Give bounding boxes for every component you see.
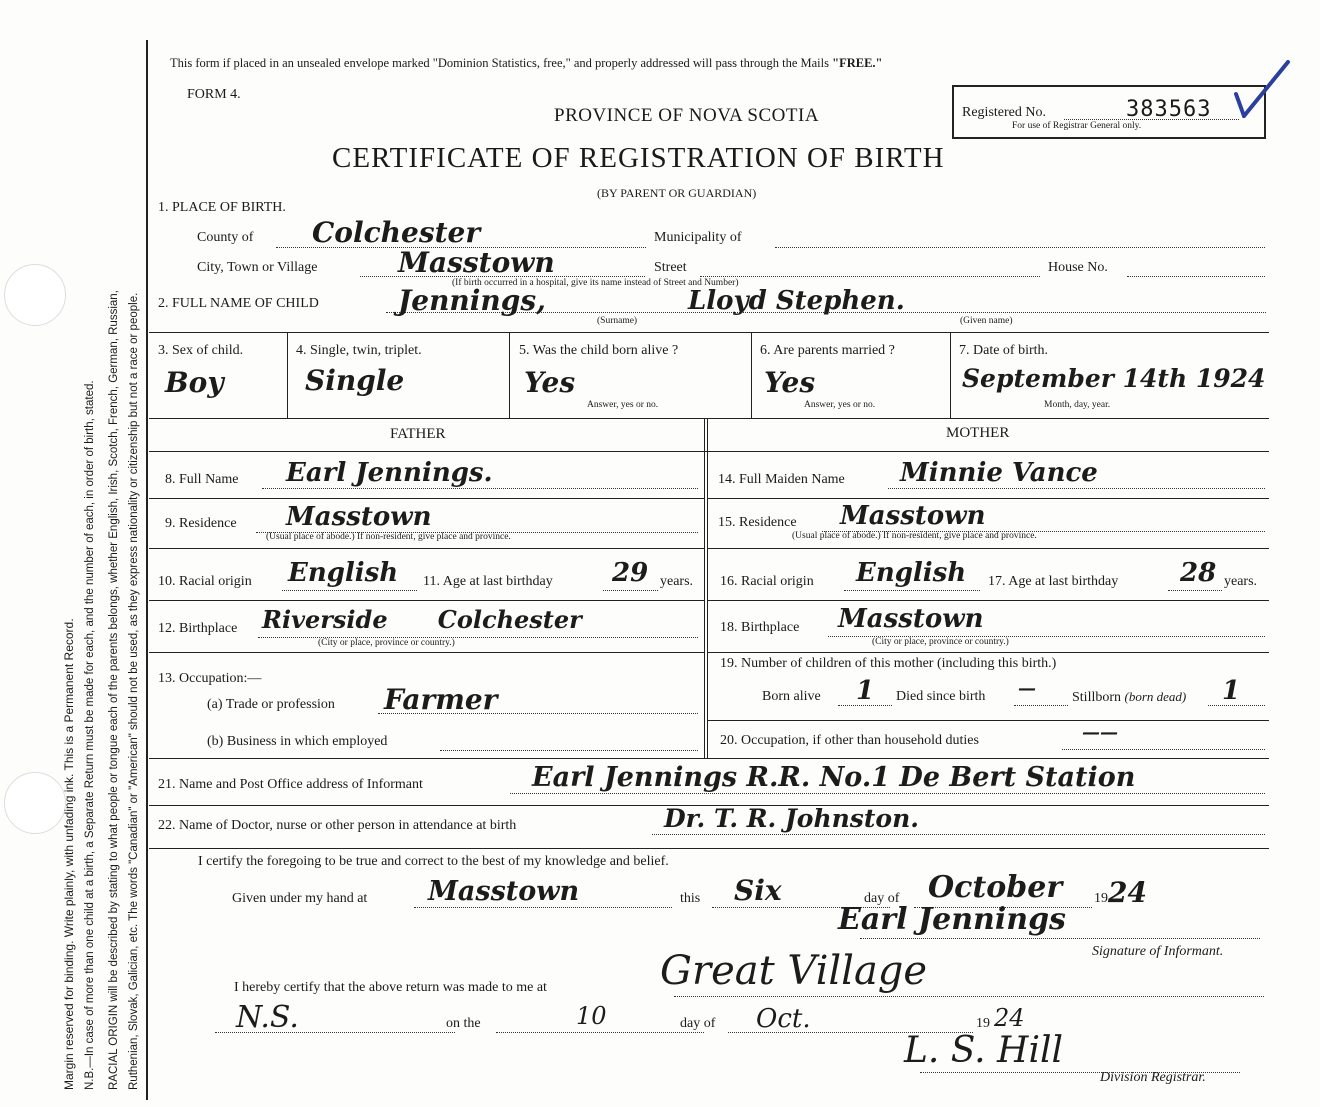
multiple-birth-value: Single [305,364,405,397]
date-of-birth-label: 7. Date of birth. [959,343,1049,358]
registrar-day-value: 10 [576,1002,607,1030]
sidebar-note-1: Margin reserved for binding. Write plainly, with unfading ink. This is a Permanent Record. [62,618,76,1090]
doctor-value: Dr. T. R. Johnston. [664,804,919,833]
stillborn-value: 1 [1222,676,1241,706]
signature-caption: Signature of Informant. [1092,944,1224,959]
sidebar-note-3: RACIAL ORIGIN will be described by stating to what people or tongue each of the parents belongs, whether English, Irish, Scotch, French, German, Russian, [108,290,120,1090]
born-alive-question-label: 5. Was the child born alive ? [519,343,679,358]
year-prefix: 19 [1094,891,1108,906]
date-of-birth-value: September 14th 1924 [962,364,1266,393]
mother-heading: MOTHER [946,425,1010,441]
child-given-value: Lloyd Stephen. [688,286,905,316]
page-subtitle: (BY PARENT OR GUARDIAN) [597,186,757,200]
county-value: Colchester [312,216,481,249]
father-name-value: Earl Jennings. [286,458,493,488]
father-heading: FATHER [390,426,446,442]
born-alive-question-value: Yes [524,366,576,399]
informant-label: 21. Name and Post Office address of Informant [158,777,423,792]
father-trade-label: (a) Trade or profession [207,697,335,712]
sidebar-note-2: N.B.—In case of more than one child at a birth, a Separate Return must be made for each, and the number of each, in order of birth, stated. [84,380,96,1090]
place-of-birth-label: 1. PLACE OF BIRTH. [158,200,286,215]
father-trade-value: Farmer [384,683,498,716]
father-years: years. [660,574,694,589]
city-value: Masstown [398,246,555,279]
registrar-place-value: Great Village [660,948,928,994]
mother-residence-caption: (Usual place of abode.) If non-resident, give place and province. [792,531,1037,541]
father-age-value: 29 [612,558,649,588]
mother-occupation-value: —— [1082,722,1118,743]
year-value: 24 [1108,876,1147,909]
father-business-label: (b) Business in which employed [207,734,388,749]
parents-married-value: Yes [764,366,816,399]
given-under-label: Given under my hand at [232,891,368,906]
registrar-signature: L. S. Hill [904,1030,1063,1071]
parents-married-caption: Answer, yes or no. [804,400,876,410]
street-label: Street [654,260,687,275]
day-value: Six [734,874,782,907]
registered-number-box [952,85,1266,139]
mother-birthplace-caption: (City or place, province or country.) [872,637,1009,647]
born-alive-value: 1 [856,676,875,706]
father-birthplace-caption: (City or place, province or country.) [318,638,455,648]
father-age-label: 11. Age at last birthday [423,574,553,589]
mother-birthplace-label: 18. Birthplace [720,620,800,635]
father-birthplace-label: 12. Birthplace [158,621,238,636]
house-number-label: House No. [1048,260,1108,275]
mother-age-label: 17. Age at last birthday [988,574,1119,589]
mother-residence-label: 15. Residence [718,515,797,530]
mother-racial-value: English [856,558,967,588]
born-alive-label: Born alive [762,689,821,704]
mother-name-label: 14. Full Maiden Name [718,472,845,487]
registrar-year-value: 24 [994,1004,1025,1032]
certification-statement: I certify the foregoing to be true and correct to the best of my knowledge and belief. [198,854,669,869]
binding-hole-top [4,264,66,326]
father-residence-caption: (Usual place of abode.) If non-resident, give place and province. [266,532,511,542]
on-the-label: on the [446,1016,481,1031]
father-racial-label: 10. Racial origin [158,574,252,589]
informant-value: Earl Jennings R.R. No.1 De Bert Station [532,762,1136,793]
born-alive-caption: Answer, yes or no. [587,400,659,410]
registrar-day-of-label: day of [680,1016,716,1031]
given-place-value: Masstown [428,876,580,907]
multiple-birth-label: 4. Single, twin, triplet. [296,343,422,358]
child-name-label: 2. FULL NAME OF CHILD [158,296,319,311]
surname-caption: (Surname) [597,316,638,326]
registrar-note: For use of Registrar General only. [1012,121,1142,131]
father-name-label: 8. Full Name [165,472,239,487]
parents-married-label: 6. Are parents married ? [760,343,895,358]
page-title: CERTIFICATE OF REGISTRATION OF BIRTH [332,142,945,174]
day-of-label: day of [864,891,900,906]
registered-value: 383563 [1126,97,1212,122]
left-border [146,40,148,1100]
stillborn-label: Stillborn (born dead) [1072,689,1187,705]
municipality-label: Municipality of [654,230,742,245]
city-label: City, Town or Village [197,260,318,275]
doctor-label: 22. Name of Doctor, nurse or other person in attendance at birth [158,818,517,833]
this-label: this [680,891,701,906]
sex-label: 3. Sex of child. [158,343,244,358]
form-number: FORM 4. [187,87,241,102]
mother-name-value: Minnie Vance [900,458,1098,488]
county-label: County of [197,230,254,245]
mother-occupation-label: 20. Occupation, if other than household duties [720,733,979,748]
father-occupation-label: 13. Occupation:— [158,671,262,686]
registrar-statement: I hereby certify that the above return was made to me at [234,980,547,995]
died-since-birth-value: — [1018,678,1036,699]
mother-racial-label: 16. Racial origin [720,574,814,589]
registrar-month-value: Oct. [756,1004,811,1034]
registrar-year-prefix: 19 [976,1016,990,1031]
registered-label: Registered No. [962,105,1046,120]
binding-hole-bottom [4,772,66,834]
month-value: October [928,870,1063,905]
child-surname-value: Jennings, [398,284,546,317]
sidebar-note-4: Ruthenian, Slovak, Galician, etc. The words "Canadian" or "American" should not be used, as they express nationality or citizenship but not a race or people. [128,292,140,1090]
given-caption: (Given name) [960,316,1013,326]
mother-years: years. [1224,574,1258,589]
province-heading: PROVINCE OF NOVA SCOTIA [554,105,820,126]
mother-birthplace-value: Masstown [838,604,984,634]
mother-residence-value: Masstown [840,501,986,531]
father-racial-value: English [288,558,399,588]
date-of-birth-caption: Month, day, year. [1044,400,1111,410]
informant-signature: Earl Jennings [838,902,1066,937]
father-birthplace-value: Riverside Colchester [262,605,582,634]
mother-age-value: 28 [1180,558,1217,588]
died-since-birth-label: Died since birth [896,689,986,704]
mail-notice: This form if placed in an unsealed envelope marked "Dominion Statistics, free," and properly addressed will pass through the Mails "FREE." [170,56,883,70]
mother-children-label: 19. Number of children of this mother (including this birth.) [720,656,1057,671]
registrar-caption: Division Registrar. [1100,1070,1206,1085]
father-residence-label: 9. Residence [165,516,237,531]
registrar-province-value: N.S. [236,1000,299,1035]
checkmark-icon [1232,58,1292,118]
father-residence-value: Masstown [286,502,432,532]
sex-value: Boy [165,366,224,399]
hospital-note: (If birth occurred in a hospital, give its name instead of Street and Number) [452,278,739,288]
